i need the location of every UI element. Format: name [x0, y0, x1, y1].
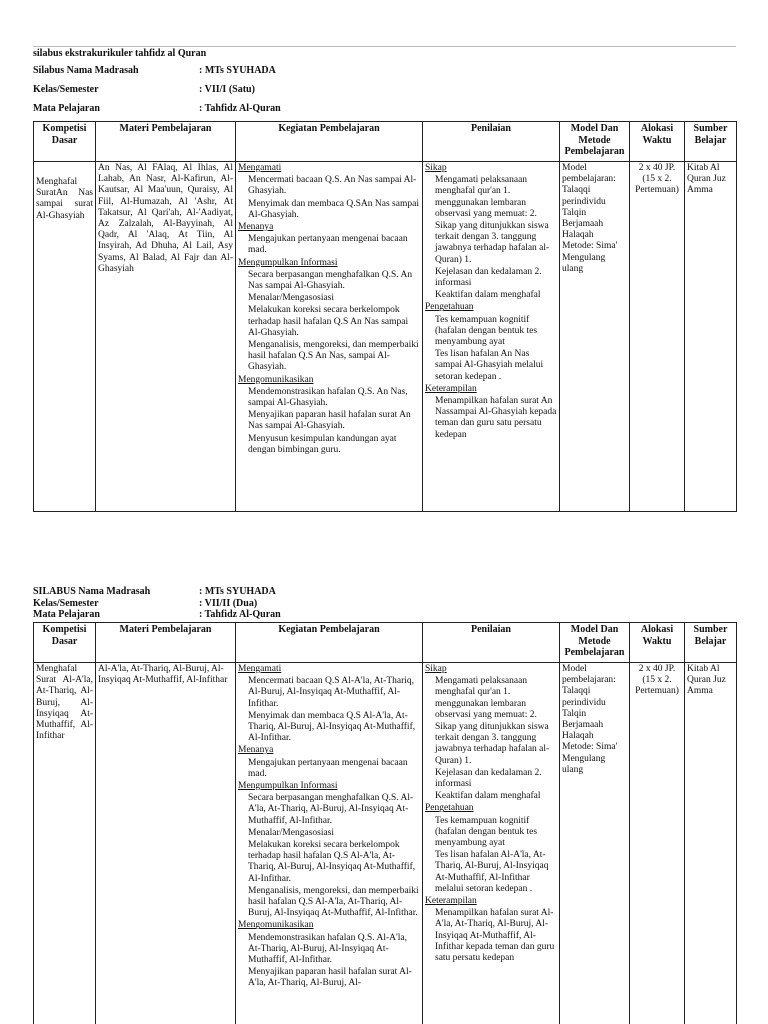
- list-item: Mencermati bacaan Q.S. An Nas sampai Al-Ghasyiah.: [248, 175, 417, 197]
- info-block: [33, 65, 736, 122]
- list-item: Melakukan koreksi secara berkelompok terhadap hasil hafalan Q.S An Nas sampai Al-Ghasyiah.: [248, 305, 409, 338]
- section-label: Keterampilan: [425, 896, 477, 907]
- cell-kegiatan: [236, 663, 423, 1024]
- col-kegiatan: Kegiatan Pembelajaran: [236, 122, 423, 162]
- list-item: Menampilkan hafalan surat Al-A'la, At-Thariq, Al-Buruj, Al-Insyiqaq At-Muthaffif, Al-Infithar kepada teman dan guru satu persatu kedepan: [435, 908, 555, 964]
- list-item: Mencermati bacaan Q.S Al-A'la, At-Thariq, Al-Buruj, Al-Insyiqaq At-Muthaffif, Al-Infithar.: [248, 676, 415, 709]
- cell-kegiatan: [236, 162, 423, 512]
- list-item: Sikap yang ditunjukkan siswa terkait dengan 3. tanggung jawabnya terhadap hafalan al-Quran) 1.: [435, 722, 550, 766]
- list-item: Secara berpasangan menghafalkan Q.S. An Nas sampai Al-Ghasyiah.: [248, 269, 413, 292]
- section-label: Sikap: [425, 664, 447, 674]
- info-row-mapel: Mata Pelajaran : Tahfidz Al-Quran: [33, 103, 281, 114]
- list-item: Mendemonstrasikan hafalan Q.S. Al-A'la, At-Thariq, Al-Buruj, Al-Insyiqaq At-Muthaffif, Al-Infithar.: [248, 932, 407, 966]
- list-item: Menyajikan paparan hasil hafalan surat Al-A'la, At-Thariq, Al-Buruj, Al-: [248, 967, 412, 989]
- section-label: Mengomunikasikan: [238, 920, 314, 931]
- cell-model: Model pembelajaran: Talaqqi perindividu Talqin Berjamaah Halaqah Metode: Sima' Mengulang ulang: [560, 162, 630, 512]
- list-item: Kejelasan dan kedalaman 2. informasi: [435, 767, 542, 790]
- syllabus-section-1: [33, 48, 736, 455]
- col-model: Model Dan Metode Pembelajaran: [560, 623, 630, 663]
- section-label: Sikap: [425, 163, 447, 173]
- list-item: Menyusun kesimpulan kandungan ayat dengan bimbingan guru.: [248, 433, 397, 455]
- table-row: [34, 663, 737, 1024]
- section-label: Pengetahuan: [425, 302, 474, 313]
- cell-penilaian: [423, 663, 560, 1024]
- cell-model: Model pembelajaran: Talaqqi perindividu Talqin Berjamaah Halaqah Metode: Sima' Mengulang ulang: [560, 663, 630, 1024]
- list-item: Menganalisis, mengoreksi, dan memperbaiki hasil hafalan Q.S An Nas, sampai Al-Ghasyiah.: [248, 340, 419, 373]
- section-label: Mengamati: [238, 163, 282, 173]
- list-item: Menyimak dan membaca Q.SAn Nas sampai Al-Ghasyiah.: [248, 198, 419, 220]
- list-item: Tes lisan hafalan An Nas sampai Al-Ghasyiah melalui setoran kedepan .: [435, 349, 544, 382]
- list-item: Menalar/Mengasosiasi: [248, 827, 335, 838]
- list-item: Melakukan koreksi secara berkelompok terhadap hasil hafalan Q.S Al-A'la, At-Thariq, Al-Buruj, Al-Insyiqaq At-Muthaffif, Al-Infithar.: [248, 840, 416, 884]
- col-penilaian: Penilaian: [423, 122, 560, 162]
- cell-sumber: Kitab Al Quran Juz Amma: [685, 162, 737, 512]
- info-row-madrasah: Silabus Nama Madrasah : MTs SYUHADA: [33, 65, 276, 76]
- list-item: Kejelasan dan kedalaman 2. informasi: [435, 266, 542, 289]
- list-item: Mendemonstrasikan hafalan Q.S. An Nas, sampai Al-Ghasyiah.: [248, 386, 408, 409]
- info-row-kelas: Kelas/Semester : VII/II (Dua): [33, 597, 258, 609]
- section-label: Keterampilan: [425, 383, 477, 394]
- col-kompetensi: Kompetisi Dasar: [34, 122, 96, 162]
- list-item: Mengamati pelaksanaan menghafal qur'an 1. menggunakan lembaran observasi yang memuat: 2.: [435, 175, 537, 219]
- list-item: Secara berpasangan menghafalkan Q.S. Al-A'la, At-Thariq, Al-Buruj, Al-Insyiqaq At-Muthaffif, Al-Infithar.: [248, 793, 414, 826]
- list-item: Tes kemampuan kognitif (hafalan dengan bentuk tes menyambung ayat: [435, 314, 538, 348]
- col-materi: Materi Pembelajaran: [96, 122, 236, 162]
- cell-alokasi: 2 x 40 JP. (15 x 2. Pertemuan): [630, 162, 685, 512]
- doc-heading: silabus ekstrakurikuler tahfidz al Quran: [33, 48, 207, 59]
- cell-kd: Menghafal SuratAn Nas sampai surat Al-Ghasyiah: [34, 162, 96, 512]
- list-item: Menalar/Mengasosiasi: [248, 293, 335, 304]
- col-kompetensi: Kompetisi Dasar: [34, 623, 96, 663]
- list-item: Tes kemampuan kognitif (hafalan dengan bentuk tes menyambung ayat: [435, 815, 538, 849]
- syllabus-table-1: [33, 121, 737, 512]
- section-label: Menanya: [238, 745, 274, 756]
- cell-alokasi: 2 x 40 JP. (15 x 2. Pertemuan): [630, 663, 685, 1024]
- section-label: Mengumpulkan Informasi: [238, 781, 338, 792]
- col-sumber: Sumber Belajar: [685, 623, 737, 663]
- section-label: Menanya: [238, 222, 274, 233]
- syllabus-section-2: [33, 586, 736, 989]
- table-row: [34, 162, 737, 512]
- col-model: Model Dan Metode Pembelajaran: [560, 122, 630, 162]
- col-alokasi: Alokasi Waktu: [630, 623, 685, 663]
- info-row-mapel: Mata Pelajaran : Tahfidz Al-Quran: [33, 609, 281, 620]
- cell-materi: An Nas, Al FAlaq, Al Ihlas, Al Lahab, An Nasr, Al-Kafirun, Al-Kautsar, Al Maa'uun, Quraisy, Al Fiil, Al-Humazah, Al 'Ashr, At Takatsur, Al Qari'ah, Al-'Aadiyat, Az Zalzalah, Al-Bayyinah, Al Qadr, Al 'Alaq, At Tiin, Al Insyirah, Ad Dhuha, Al Lail, Asy Syams, Al Balad, Al Fajr dan Al-Ghasyiah: [96, 162, 236, 512]
- list-item: Sikap yang ditunjukkan siswa terkait dengan 3. tanggung jawabnya terhadap hafalan al-Quran) 1.: [435, 221, 550, 265]
- info-row-madrasah: SILABUS Nama Madrasah : MTs SYUHADA: [33, 586, 276, 597]
- list-item: Keaktifan dalam menghafal: [435, 791, 541, 802]
- list-item: Menganalisis, mengoreksi, dan memperbaiki hasil hafalan Q.S Al-A'la, At-Thariq, Al-Buruj, Al-Insyiqaq At-Muthaffif, Al-Infithar.: [248, 885, 419, 919]
- col-penilaian: Penilaian: [423, 623, 560, 663]
- section-label: Pengetahuan: [425, 803, 474, 814]
- section-label: Mengumpulkan Informasi: [238, 257, 338, 268]
- section-label: Mengamati: [238, 664, 282, 674]
- list-item: Tes lisan hafalan Al-A'la, At-Thariq, Al-Buruj, Al-Insyiqaq At-Muthaffif, Al-Infithar melalui setoran kedepan .: [435, 850, 549, 894]
- col-materi: Materi Pembelajaran: [96, 623, 236, 663]
- col-sumber: Sumber Belajar: [685, 122, 737, 162]
- table-header-row: [34, 122, 737, 162]
- list-item: Menyimak dan membaca Q.S Al-A'la, At-Thariq, Al-Buruj, Al-Insyiqaq At-Muthaffif, Al-Infithar.: [248, 710, 416, 744]
- list-item: Keaktifan dalam menghafal: [435, 290, 541, 301]
- cell-sumber: Kitab Al Quran Juz Amma: [685, 663, 737, 1024]
- syllabus-table-2: [33, 622, 737, 1024]
- cell-penilaian: [423, 162, 560, 512]
- list-item: Mengajukan pertanyaan mengenai bacaan mad.: [248, 757, 408, 779]
- list-item: Menampilkan hafalan surat An Nassampai Al-Ghasyiah kepada teman dan guru satu persatu kedepan: [435, 396, 557, 440]
- col-kegiatan: Kegiatan Pembelajaran: [236, 623, 423, 663]
- section-label: Mengomunikasikan: [238, 374, 314, 385]
- list-item: Menyajikan paparan hasil hafalan surat An Nas sampai Al-Ghasyiah.: [248, 410, 411, 432]
- list-item: Mengamati pelaksanaan menghafal qur'an 1. menggunakan lembaran observasi yang memuat: 2.: [435, 676, 537, 720]
- info-block-2: [33, 586, 736, 621]
- col-alokasi: Alokasi Waktu: [630, 122, 685, 162]
- info-row-kelas: Kelas/Semester : VII/I (Satu): [33, 84, 255, 95]
- cell-materi: Al-A'la, At-Thariq, Al-Buruj, Al-Insyiqaq At-Muthaffif, Al-Infithar: [96, 663, 236, 1024]
- top-rule: [33, 46, 736, 47]
- list-item: Mengajukan pertanyaan mengenai bacaan mad.: [248, 234, 408, 256]
- cell-kd: Menghafal Surat Al-A'la, At-Thariq, Al-Buruj, Al-Insyiqaq At-Muthaffif, Al-Infithar: [34, 663, 96, 1024]
- table-header-row: [34, 623, 737, 663]
